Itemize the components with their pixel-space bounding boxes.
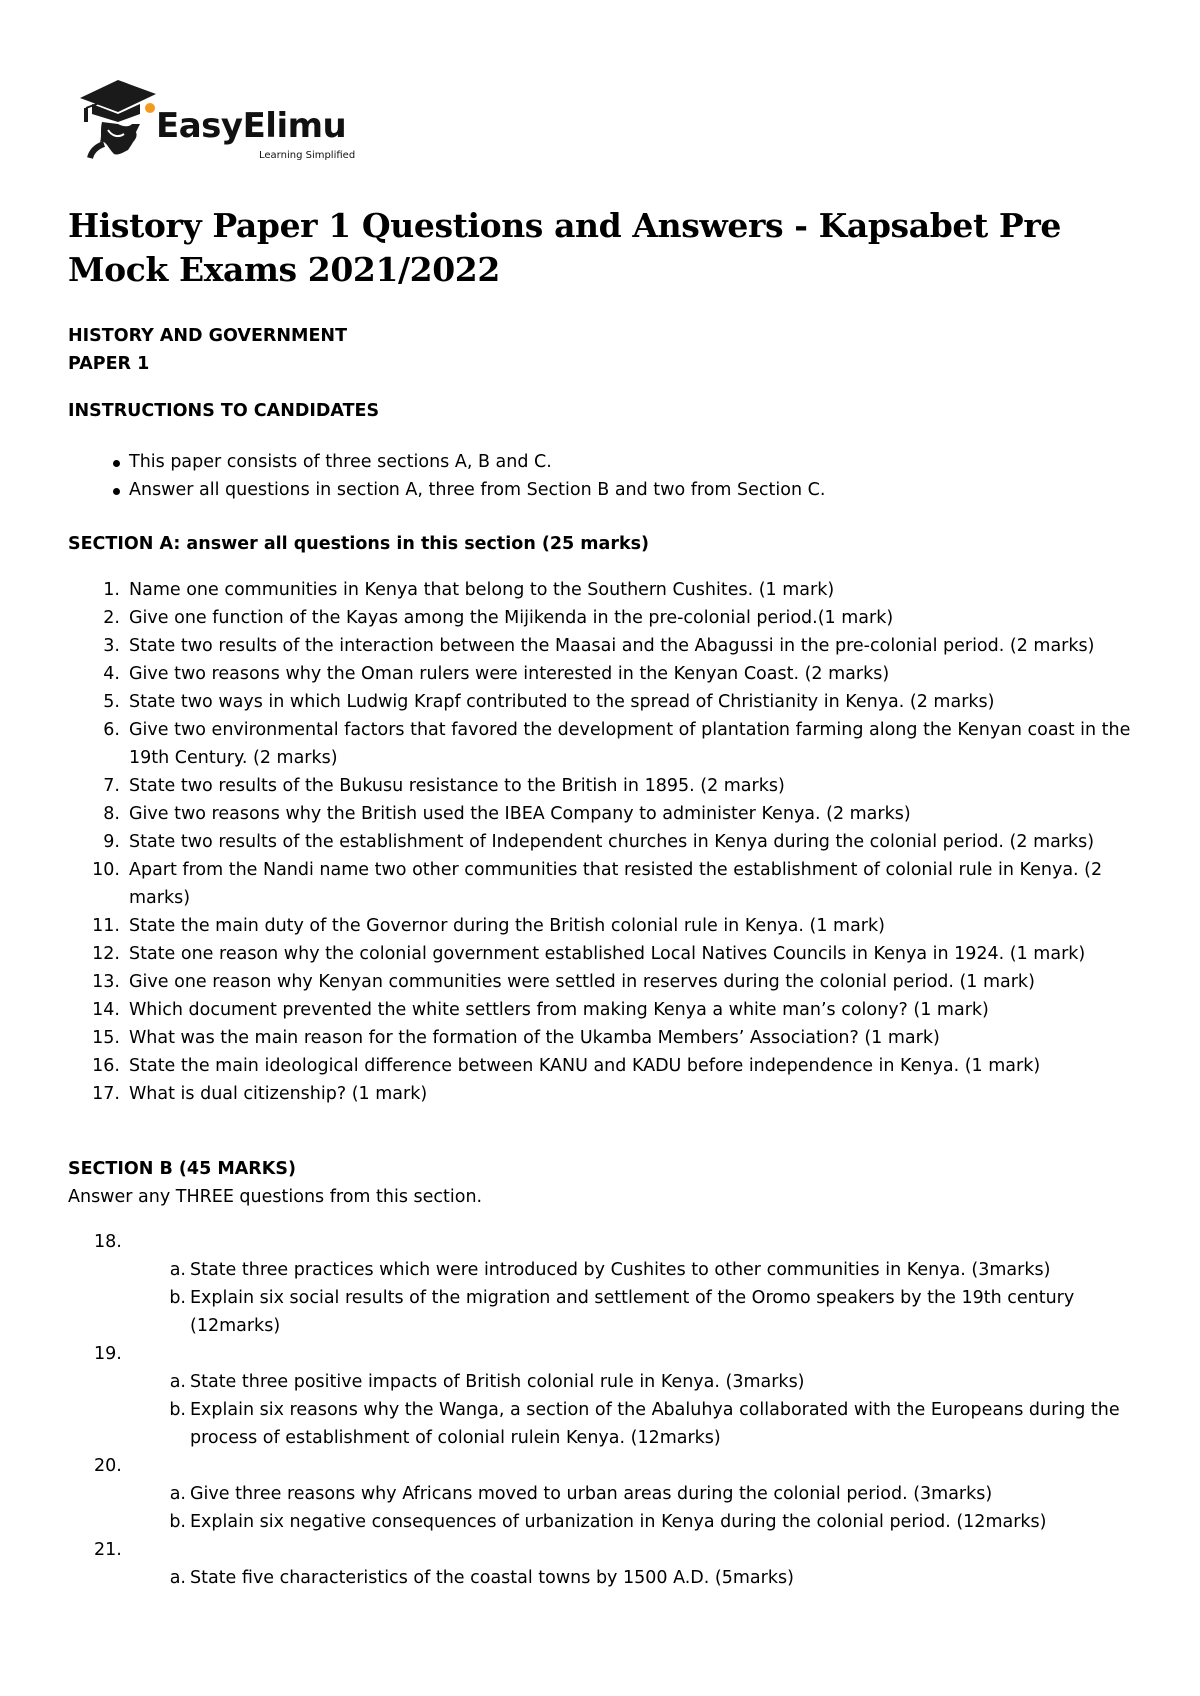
question-item: [68, 828, 1148, 856]
sub-question: [68, 1396, 1148, 1452]
sub-question-text: State three positive impacts of British colonial rule in Kenya. (3marks): [190, 1372, 805, 1392]
question-number: 20.: [94, 1456, 122, 1476]
question-text: What is dual citizenship? (1 mark): [129, 1084, 428, 1104]
sub-question: [68, 1564, 1148, 1592]
sub-question-text: Give three reasons why Africans moved to urban areas during the colonial period. (3marks): [190, 1484, 993, 1504]
question-number: 16.: [92, 1056, 120, 1076]
sub-question-letter: a.: [169, 1260, 186, 1280]
question-item: [68, 856, 1148, 912]
instructions-list: [68, 448, 825, 504]
question-block: [68, 1340, 1148, 1452]
section-b-heading: SECTION B (45 MARKS): [68, 1159, 296, 1179]
question-text: State two results of the interaction between the Maasai and the Abagussi in the pre-colonial period. (2 marks): [129, 636, 1095, 656]
question-number: 3.: [103, 636, 120, 656]
question-number: 18.: [94, 1232, 122, 1252]
instructions-heading: INSTRUCTIONS TO CANDIDATES: [68, 401, 380, 421]
question-number: 11.: [92, 916, 120, 936]
subject-heading: HISTORY AND GOVERNMENT: [68, 326, 348, 346]
question-item: [68, 604, 1148, 632]
question-number: 8.: [103, 804, 120, 824]
sub-question-letter: a.: [169, 1372, 186, 1392]
question-number: 13.: [92, 972, 120, 992]
section-a-questions: [68, 576, 1148, 1108]
question-item: [68, 1024, 1148, 1052]
question-number: 17.: [92, 1084, 120, 1104]
question-text: What was the main reason for the formation of the Ukamba Members’ Association? (1 mark): [129, 1028, 940, 1048]
question-item: [68, 940, 1148, 968]
question-text: State two results of the establishment of Independent churches in Kenya during the colonial period. (2 marks): [129, 832, 1095, 852]
question-item: [68, 660, 1148, 688]
question-item: [68, 688, 1148, 716]
question-item: [68, 772, 1148, 800]
sub-question-letter: a.: [169, 1484, 186, 1504]
question-text: Name one communities in Kenya that belong to the Southern Cushites. (1 mark): [129, 580, 835, 600]
question-number: 14.: [92, 1000, 120, 1020]
question-text: State the main duty of the Governor during the British colonial rule in Kenya. (1 mark): [129, 916, 885, 936]
sub-question: [68, 1508, 1148, 1536]
question-block: [68, 1536, 1148, 1592]
page-title: History Paper 1 Questions and Answers - Kapsabet Pre Mock Exams 2021/2022: [68, 206, 1061, 289]
question-number: 10.: [92, 860, 120, 880]
sub-question-text: State three practices which were introduced by Cushites to other communities in Kenya. (3marks): [190, 1260, 1051, 1280]
question-text: Give two reasons why the Oman rulers were interested in the Kenyan Coast. (2 marks): [129, 664, 890, 684]
question-text: Give two reasons why the British used the IBEA Company to administer Kenya. (2 marks): [129, 804, 911, 824]
sub-question-letter: a.: [169, 1568, 186, 1588]
question-text: State two results of the Bukusu resistance to the British in 1895. (2 marks): [129, 776, 785, 796]
sub-question-letter: b.: [169, 1512, 186, 1532]
question-number: 19.: [94, 1344, 122, 1364]
question-text: State two ways in which Ludwig Krapf contributed to the spread of Christianity in Kenya. (2 marks): [129, 692, 995, 712]
paper-heading: PAPER 1: [68, 354, 150, 374]
question-number: 15.: [92, 1028, 120, 1048]
question-text: Give one function of the Kayas among the Mijikenda in the pre-colonial period.(1 mark): [129, 608, 894, 628]
easyelimu-logo: [78, 78, 378, 168]
sub-question-text: State five characteristics of the coastal towns by 1500 A.D. (5marks): [190, 1568, 794, 1588]
question-item: [68, 1080, 1148, 1108]
question-item: [68, 632, 1148, 660]
sub-question-letter: b.: [169, 1288, 186, 1308]
question-number: 21.: [94, 1540, 122, 1560]
sub-question: [68, 1368, 1148, 1396]
question-number: 4.: [103, 664, 120, 684]
question-number: 5.: [103, 692, 120, 712]
sub-question-text: Explain six social results of the migration and settlement of the Oromo speakers by the 19th century (12marks): [190, 1288, 1075, 1336]
question-item: [68, 996, 1148, 1024]
graduation-cap-icon: [78, 78, 158, 160]
question-text: Apart from the Nandi name two other communities that resisted the establishment of colonial rule in Kenya. (2 marks): [129, 860, 1103, 908]
sub-question-letter: b.: [169, 1400, 186, 1420]
question-item: [68, 1052, 1148, 1080]
question-number: 6.: [103, 720, 120, 740]
sub-question-text: Explain six negative consequences of urbanization in Kenya during the colonial period. (12marks): [190, 1512, 1047, 1532]
question-item: [68, 800, 1148, 828]
instruction-item: This paper consists of three sections A, B and C.: [68, 448, 825, 476]
question-number: 9.: [103, 832, 120, 852]
question-text: Which document prevented the white settlers from making Kenya a white man’s colony? (1 mark): [129, 1000, 989, 1020]
question-block: [68, 1452, 1148, 1536]
logo-brand-text: EasyElimu: [156, 106, 347, 146]
instruction-item: Answer all questions in section A, three from Section B and two from Section C.: [68, 476, 825, 504]
logo-tagline: Learning Simplified: [259, 150, 356, 161]
question-block: [68, 1228, 1148, 1340]
question-text: Give one reason why Kenyan communities were settled in reserves during the colonial period. (1 mark): [129, 972, 1035, 992]
sub-question: [68, 1256, 1148, 1284]
question-number: 2.: [103, 608, 120, 628]
question-text: State one reason why the colonial government established Local Natives Councils in Kenya in 1924. (1 mark): [129, 944, 1086, 964]
question-item: [68, 716, 1148, 772]
question-number: 1.: [103, 580, 120, 600]
sub-question-text: Explain six reasons why the Wanga, a section of the Abaluhya collaborated with the Europeans during the process of establishment of colonial rulein Kenya. (12marks): [190, 1400, 1120, 1448]
question-text: State the main ideological difference between KANU and KADU before independence in Kenya. (1 mark): [129, 1056, 1041, 1076]
sub-question: [68, 1480, 1148, 1508]
question-item: [68, 912, 1148, 940]
question-item: [68, 576, 1148, 604]
question-text: Give two environmental factors that favored the development of plantation farming along the Kenyan coast in the 19th Century. (2 marks): [129, 720, 1131, 768]
section-b-questions: [68, 1228, 1148, 1592]
section-b-instruction: Answer any THREE questions from this section.: [68, 1187, 483, 1207]
section-a-heading: SECTION A: answer all questions in this section (25 marks): [68, 534, 650, 554]
question-item: [68, 968, 1148, 996]
sub-question: [68, 1284, 1148, 1340]
question-number: 12.: [92, 944, 120, 964]
question-number: 7.: [103, 776, 120, 796]
